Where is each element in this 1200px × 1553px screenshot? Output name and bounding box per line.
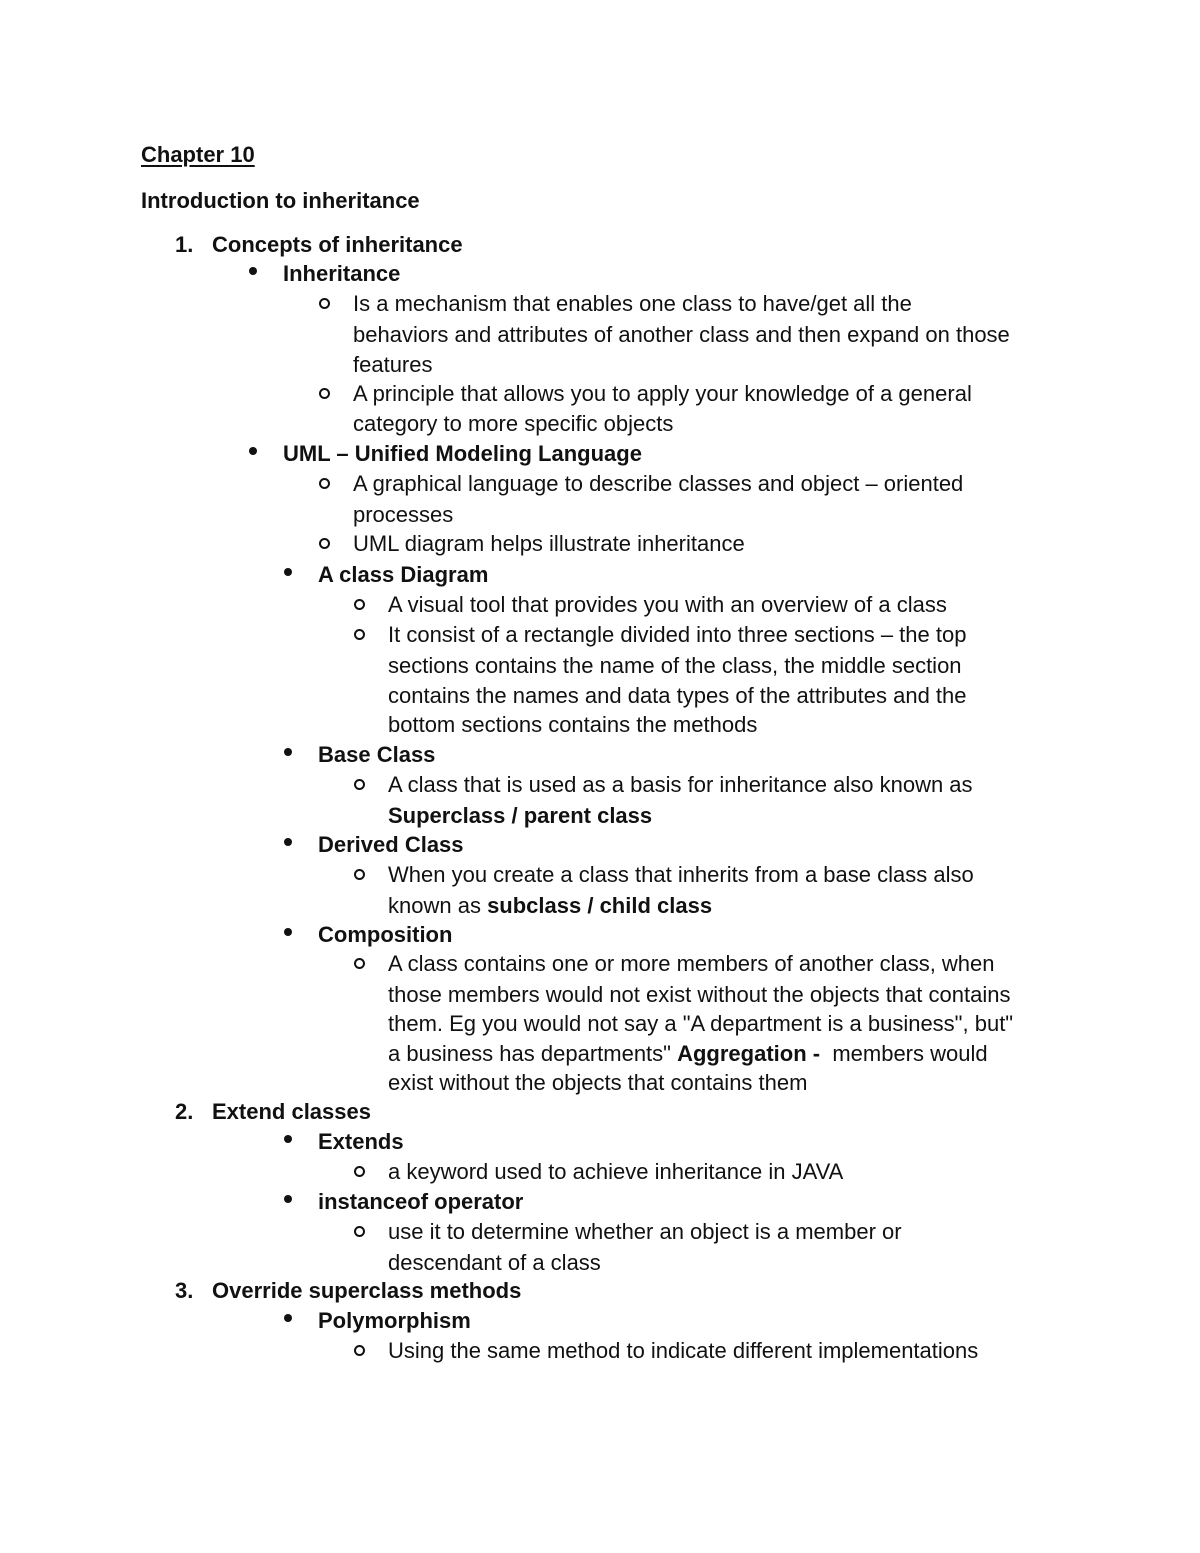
list-heading-1: Concepts of inheritance (212, 232, 463, 257)
term-derived-class: Derived Class (318, 832, 464, 857)
class-diagram-sections-line: sections contains the name of the class, the middle section (388, 653, 962, 678)
polymorphism-def-line: Using the same method to indicate different implementations (388, 1338, 979, 1363)
chapter-title: Chapter 10 (141, 142, 255, 167)
list-heading-2: Extend classes (212, 1099, 371, 1124)
instanceof-def-line: use it to determine whether an object is a member or (388, 1219, 902, 1244)
bullet-ring-icon (319, 478, 330, 489)
inheritance-def-line: behaviors and attributes of another class and then expand on those (353, 322, 1010, 347)
bullet-ring-icon (354, 958, 365, 969)
term-instanceof: instanceof operator (318, 1189, 524, 1214)
section-title: Introduction to inheritance (141, 188, 420, 213)
bullet-ring-icon (354, 1226, 365, 1237)
uml-def-line: processes (353, 502, 454, 527)
derived-class-synonym: subclass / child class (487, 893, 713, 918)
bullet-disc-icon (284, 568, 292, 576)
bullet-disc-icon (249, 267, 257, 275)
composition-def-line: them. Eg you would not say a "A department is a business", but" (388, 1011, 1014, 1036)
derived-class-def-cont: known as (388, 893, 488, 918)
composition-line4-end: members would (826, 1041, 988, 1066)
bullet-disc-icon (284, 838, 292, 846)
bullet-ring-icon (354, 599, 365, 610)
term-uml: UML – Unified Modeling Language (283, 441, 642, 466)
bullet-ring-icon (354, 1345, 365, 1356)
inheritance-principle-line: A principle that allows you to apply your knowledge of a general (353, 381, 972, 406)
class-diagram-sections-line: contains the names and data types of the attributes and the (388, 683, 967, 708)
base-class-def-line: A class that is used as a basis for inheritance also known as (388, 772, 973, 797)
uml-diagram-line: UML diagram helps illustrate inheritance (353, 531, 745, 556)
composition-def-line (388, 1039, 988, 1069)
list-number-1: 1. (175, 232, 194, 257)
list-heading-3: Override superclass methods (212, 1278, 522, 1303)
class-diagram-sections-line: bottom sections contains the methods (388, 712, 758, 737)
bullet-disc-icon (284, 928, 292, 936)
term-extends: Extends (318, 1129, 404, 1154)
bullet-ring-icon (319, 388, 330, 399)
term-polymorphism: Polymorphism (318, 1308, 471, 1333)
composition-def-line: exist without the objects that contains them (388, 1070, 808, 1095)
inheritance-def-line: Is a mechanism that enables one class to have/get all the (353, 291, 912, 316)
base-class-synonym: Superclass / parent class (388, 803, 653, 828)
term-base-class: Base Class (318, 742, 436, 767)
bullet-ring-icon (354, 779, 365, 790)
composition-def-line: A class contains one or more members of another class, when (388, 951, 995, 976)
class-diagram-sections-line: It consist of a rectangle divided into three sections – the top (388, 622, 967, 647)
derived-class-def-line (388, 891, 712, 921)
inheritance-principle-line: category to more specific objects (353, 411, 674, 436)
instanceof-def-line: descendant of a class (388, 1250, 601, 1275)
term-inheritance: Inheritance (283, 261, 401, 286)
bullet-disc-icon (284, 1135, 292, 1143)
aggregation-term: Aggregation - (677, 1041, 827, 1066)
bullet-ring-icon (354, 1166, 365, 1177)
extends-def-line: a keyword used to achieve inheritance in JAVA (388, 1159, 844, 1184)
bullet-ring-icon (354, 629, 365, 640)
bullet-ring-icon (319, 298, 330, 309)
derived-class-def-line: When you create a class that inherits from a base class also (388, 862, 974, 887)
bullet-ring-icon (319, 538, 330, 549)
list-number-2: 2. (175, 1099, 194, 1124)
composition-line4-start: a business has departments" (388, 1041, 678, 1066)
bullet-disc-icon (284, 1195, 292, 1203)
bullet-disc-icon (249, 447, 257, 455)
list-number-3: 3. (175, 1278, 194, 1303)
class-diagram-def-line: A visual tool that provides you with an overview of a class (388, 592, 947, 617)
term-composition: Composition (318, 922, 453, 947)
uml-def-line: A graphical language to describe classes and object – oriented (353, 471, 964, 496)
inheritance-def-line: features (353, 352, 433, 377)
bullet-ring-icon (354, 869, 365, 880)
composition-def-line: those members would not exist without the objects that contains (388, 982, 1011, 1007)
bullet-disc-icon (284, 748, 292, 756)
term-class-diagram: A class Diagram (318, 562, 489, 587)
bullet-disc-icon (284, 1314, 292, 1322)
